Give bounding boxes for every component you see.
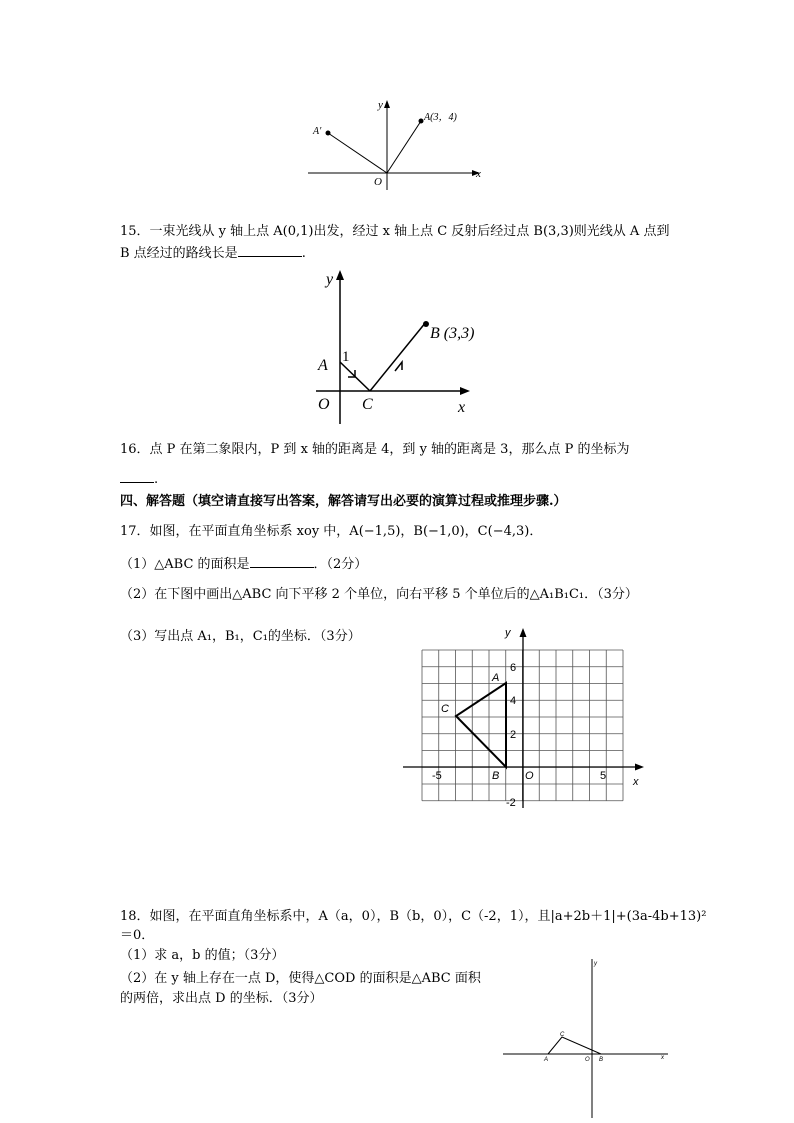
x-axis-label: x xyxy=(476,168,481,180)
tick-label-x-neg5: -5 xyxy=(432,770,442,782)
answer-blank-17-1[interactable] xyxy=(250,555,314,568)
tick-label-y-6: 6 xyxy=(510,662,517,674)
triangle-abc xyxy=(548,1037,601,1054)
question-17-part3: （3）写出点 A₁，B₁，C₁的坐标．（3分） xyxy=(120,629,361,644)
origin-label: O xyxy=(525,770,534,782)
segment-oa-prime xyxy=(328,133,387,173)
figure-17-grid xyxy=(400,620,650,810)
tick-label-y-neg2: -2 xyxy=(506,797,516,809)
y-axis-label: y xyxy=(505,627,511,639)
point-c-label: C xyxy=(441,703,449,715)
question-16-line1: 16．点 P 在第二象限内，P 到 x 轴的距离是 4，到 y 轴的距离是 3，那么点 P 的坐标为 xyxy=(120,442,630,457)
question-18-part2-line2: 的两倍，求出点 D 的坐标．（3分） xyxy=(120,991,323,1006)
figure-14 xyxy=(300,90,500,190)
y-axis-label: y xyxy=(594,961,597,967)
point-a-label: A xyxy=(318,357,328,374)
question-18-part1: （1）求 a，b 的值；（3分） xyxy=(120,948,285,963)
point-b xyxy=(423,321,429,327)
question-17-part1 xyxy=(120,555,367,574)
point-a-prime-label: A′ xyxy=(313,126,322,137)
point-c-label: C xyxy=(560,1032,565,1038)
y-axis-arrow-icon xyxy=(336,270,344,280)
question-18-part2-line1: （2）在 y 轴上存在一点 D，使得△COD 的面积是△ABC 面积 xyxy=(120,971,481,986)
reflected-arrow-icon xyxy=(395,362,402,371)
y-axis-label: y xyxy=(378,99,383,111)
answer-blank-15[interactable] xyxy=(238,244,302,257)
point-a-prime xyxy=(326,131,331,136)
question-15-line2 xyxy=(120,244,306,263)
question-17-part1-text: （1）△ABC 的面积是 xyxy=(120,557,250,572)
y-axis-arrow-icon xyxy=(520,628,527,637)
question-18-line2: ＝0． xyxy=(120,928,155,943)
y-axis-arrow-icon xyxy=(384,100,390,108)
question-16-line2-end: . xyxy=(154,472,159,487)
question-18-line1: 18．如图，在平面直角坐标系中，A（a，0），B（b，0），C（-2，1），且|a+2b＋1|+(3a-4b+13)² xyxy=(120,909,707,924)
point-a-label: A xyxy=(544,1057,549,1063)
origin-label: O xyxy=(374,176,382,188)
origin-label: O xyxy=(318,396,330,413)
question-16-line2 xyxy=(120,470,158,489)
figure-15 xyxy=(310,262,490,427)
figure-18 xyxy=(500,955,675,1120)
section-4-title: 四、解答题（填空请直接写出答案，解答请写出必要的演算过程或推理步骤.） xyxy=(120,494,567,509)
origin-label: O xyxy=(585,1057,590,1063)
question-15-line2-text: B 点经过的路线长是 xyxy=(120,246,238,261)
x-axis-arrow-icon xyxy=(635,764,644,771)
question-17-part2: （2）在下图中画出△ABC 向下平移 2 个单位，向右平移 5 个单位后的△A₁B₁C₁．（3分） xyxy=(120,587,638,602)
point-a xyxy=(419,119,424,124)
point-b-label: B xyxy=(492,770,500,782)
x-axis-label: x xyxy=(458,399,466,416)
segment-label: 1 xyxy=(342,349,350,365)
point-b-label: B xyxy=(599,1057,604,1063)
tick-label-y-4: 4 xyxy=(510,695,517,707)
x-axis-label: x xyxy=(633,776,639,788)
y-axis-label: y xyxy=(326,271,334,288)
point-a-label: A(3，4) xyxy=(424,112,457,123)
question-15-line1: 15．一束光线从 y 轴上点 A(0,1)出发，经过 x 轴上点 C 反射后经过点 B(3,3)则光线从 A 点到 xyxy=(120,224,670,239)
tick-label-y-2: 2 xyxy=(510,729,517,741)
triangle-abc xyxy=(456,683,506,767)
answer-blank-16[interactable] xyxy=(120,470,154,483)
reflected-ray xyxy=(370,322,426,391)
tick-label-x-5: 5 xyxy=(600,770,607,782)
question-17-stem: 17．如图，在平面直角坐标系 xoy 中，A(−1,5)，B(−1,0)，C(−4,3)． xyxy=(120,524,543,539)
point-c-label: C xyxy=(362,396,373,413)
x-axis-label: x xyxy=(661,1055,664,1061)
point-b-label: B (3,3) xyxy=(430,325,475,342)
segment-oa xyxy=(387,121,421,173)
point-a-label: A xyxy=(492,672,500,684)
question-17-part1-end: ．（2分） xyxy=(313,557,368,572)
x-axis-arrow-icon xyxy=(460,387,470,395)
question-15-line2-end: . xyxy=(301,246,306,261)
